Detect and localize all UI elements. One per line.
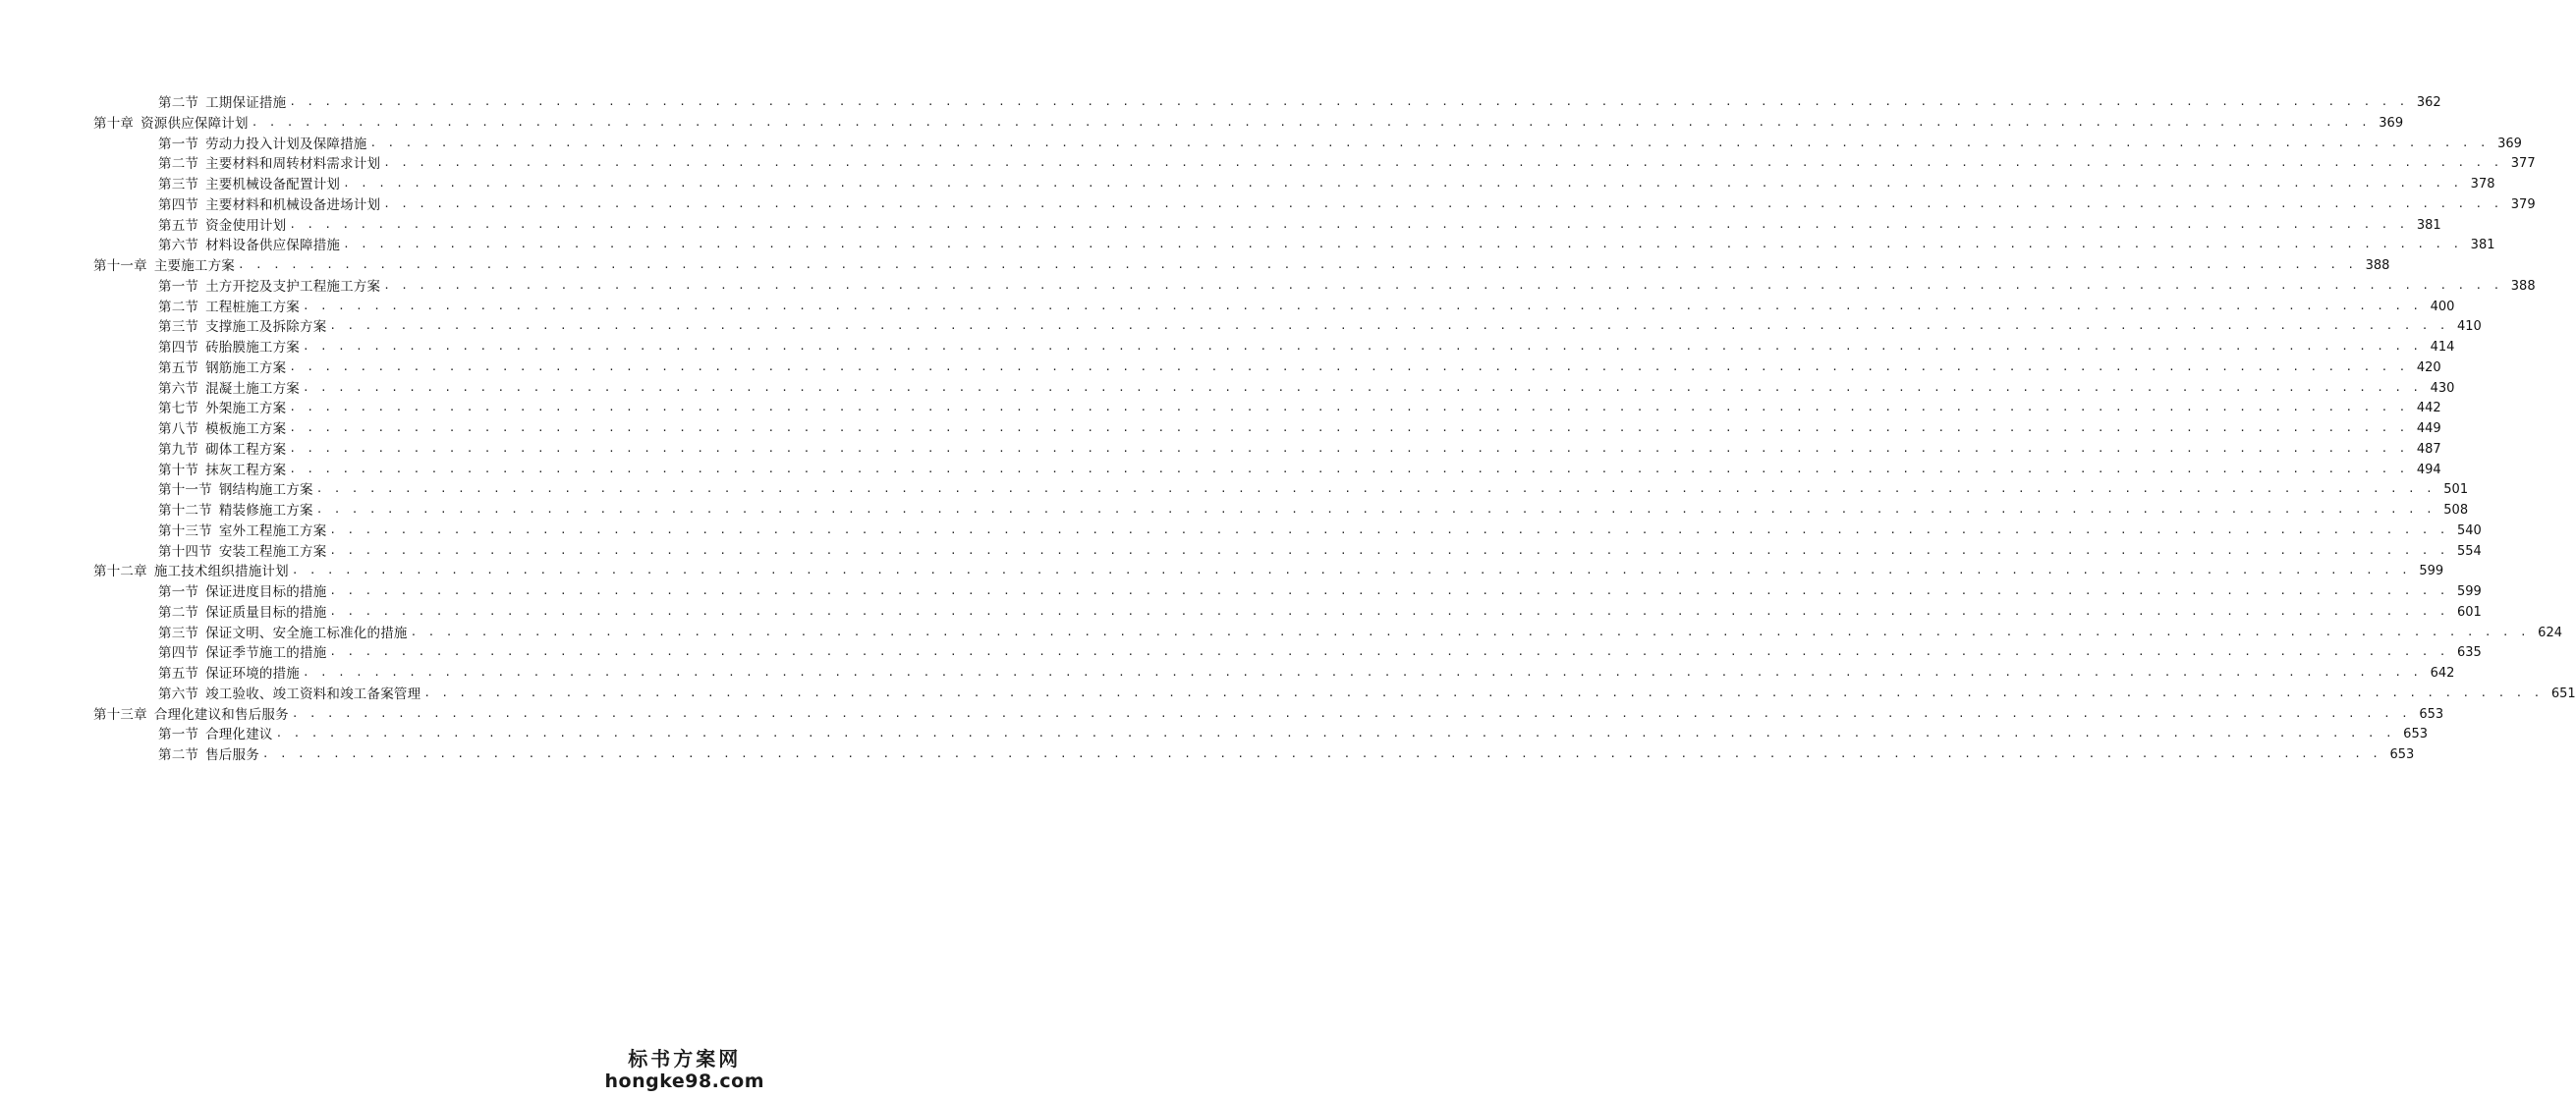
toc-entry-number: 第十四节: [158, 543, 212, 560]
toc-entry-title: 工程桩施工方案: [205, 299, 301, 315]
toc-entry-number: 第五节: [158, 666, 199, 682]
dot-leader: . . . . . . . . . . . . . . . . . . . . . . . . . . . . . . . . . . . . . . . . . . . . . . . . . . . . . . . . . . . . . . . . . . . . . . . . . . . . . . . . . . . . . . . . . . . . . . . . . . . . . . . . . . . . . . . . . . . . . . . .: [303, 340, 2422, 353]
dot-leader: . . . . . . . . . . . . . . . . . . . . . . . . . . . . . . . . . . . . . . . . . . . . . . . . . . . . . . . . . . . . . . . . . . . . . . . . . . . . . . . . . . . . . . . . . . . . . . . . . . . . . . . . . . . . . . . . . . . . . . . .: [289, 217, 2408, 231]
toc-entry-number: 第十节: [158, 462, 199, 478]
toc-entry-label: [93, 256, 235, 277]
toc-entry-number: 第三节: [158, 177, 199, 192]
toc-page-number: 381: [2470, 238, 2495, 253]
toc-entry-number: 第一节: [158, 727, 199, 743]
toc-entry-title: 保证季节施工的措施: [205, 645, 327, 662]
toc-entry-number: 第三节: [158, 625, 199, 641]
toc-page-number: 554: [2456, 543, 2482, 559]
toc-entry-title: 外架施工方案: [205, 401, 287, 417]
toc-page-number: 414: [2430, 340, 2455, 355]
toc-entry-label: [158, 419, 286, 440]
dot-leader: . . . . . . . . . . . . . . . . . . . . . . . . . . . . . . . . . . . . . . . . . . . . . . . . . . . . . . . . . . . . . . . . . . . . . . . . . . . . . . . . . . . . . . . . . . . . . . . . . . . . . . . . . . . . . . . . . . . . . . . .: [238, 258, 2357, 271]
toc-page-number: 369: [2379, 115, 2404, 131]
watermark-title: 标书方案网: [628, 1047, 742, 1071]
toc-entry-number: 第六节: [158, 380, 199, 397]
toc-section-row[interactable]: [0, 685, 2576, 705]
toc-entry-label: [93, 562, 289, 582]
toc-section-row[interactable]: [0, 195, 2536, 216]
toc-entry-title: 主要施工方案: [153, 258, 236, 274]
toc-page-number: 410: [2456, 319, 2482, 335]
toc-entry-number: 第五节: [158, 217, 199, 234]
toc-section-row[interactable]: [0, 135, 2522, 155]
toc-section-row[interactable]: [0, 379, 2455, 400]
dot-leader: . . . . . . . . . . . . . . . . . . . . . . . . . . . . . . . . . . . . . . . . . . . . . . . . . . . . . . . . . . . . . . . . . . . . . . . . . . . . . . . . . . . . . . . . . . . . . . . . . . . . . . . . . . . . . . . . . . . . . . . .: [291, 564, 2411, 577]
toc-section-row[interactable]: [0, 338, 2455, 358]
dot-leader: . . . . . . . . . . . . . . . . . . . . . . . . . . . . . . . . . . . . . . . . . . . . . . . . . . . . . . . . . . . . . . . . . . . . . . . . . . . . . . . . . . . . . . . . . . . . . . . . . . . . . . . . . . . . . . . . . . . . . . . .: [275, 727, 2394, 741]
toc-page-number: 642: [2430, 666, 2455, 681]
toc-chapter-row[interactable]: [0, 705, 2444, 726]
dot-leader: . . . . . . . . . . . . . . . . . . . . . . . . . . . . . . . . . . . . . . . . . . . . . . . . . . . . . . . . . . . . . . . . . . . . . . . . . . . . . . . . . . . . . . . . . . . . . . . . . . . . . . . . . . . . . . . . . . . . . . . .: [329, 604, 2448, 618]
toc-page-number: 388: [2510, 278, 2536, 294]
dot-leader: . . . . . . . . . . . . . . . . . . . . . . . . . . . . . . . . . . . . . . . . . . . . . . . . . . . . . . . . . . . . . . . . . . . . . . . . . . . . . . . . . . . . . . . . . . . . . . . . . . . . . . . . . . . . . . . . . . . . . . . .: [289, 441, 2408, 455]
toc-page-number: 430: [2430, 380, 2455, 396]
toc-section-row[interactable]: [0, 501, 2469, 522]
toc-page-number: 540: [2456, 522, 2482, 538]
toc-entry-title: 钢结构施工方案: [218, 482, 313, 499]
toc-entry-label: [158, 624, 408, 644]
toc-section-row[interactable]: [0, 664, 2455, 685]
toc-entry-label: [158, 664, 300, 685]
toc-entry-label: [158, 277, 380, 298]
toc-entry-label: [158, 522, 326, 542]
toc-page-number: 369: [2497, 136, 2522, 151]
toc-section-row[interactable]: [0, 624, 2562, 644]
toc-entry-number: 第十一节: [158, 482, 212, 499]
toc-entry-label: [93, 114, 249, 135]
toc-entry-label: [158, 440, 286, 461]
toc-entry-title: 资源供应保障计划: [140, 115, 249, 132]
toc-page-number: 651: [2550, 686, 2576, 701]
toc-page-number: 449: [2416, 421, 2441, 436]
dot-leader: . . . . . . . . . . . . . . . . . . . . . . . . . . . . . . . . . . . . . . . . . . . . . . . . . . . . . . . . . . . . . . . . . . . . . . . . . . . . . . . . . . . . . . . . . . . . . . . . . . . . . . . . . . . . . . . . . . . . . . . .: [315, 482, 2436, 496]
dot-leader: . . . . . . . . . . . . . . . . . . . . . . . . . . . . . . . . . . . . . . . . . . . . . . . . . . . . . . . . . . . . . . . . . . . . . . . . . . . . . . . . . . . . . . . . . . . . . . . . . . . . . . . . . . . . . . . . . . . . . . . .: [289, 462, 2408, 475]
dot-leader: . . . . . . . . . . . . . . . . . . . . . . . . . . . . . . . . . . . . . . . . . . . . . . . . . . . . . . . . . . . . . . . . . . . . . . . . . . . . . . . . . . . . . . . . . . . . . . . . . . . . . . . . . . . . . . . . . . . . . . . .: [343, 177, 2462, 190]
toc-entry-title: 支撑施工及拆除方案: [205, 319, 327, 336]
toc-page-number: 653: [2403, 727, 2428, 742]
dot-leader: . . . . . . . . . . . . . . . . . . . . . . . . . . . . . . . . . . . . . . . . . . . . . . . . . . . . . . . . . . . . . . . . . . . . . . . . . . . . . . . . . . . . . . . . . . . . . . . . . . . . . . . . . . . . . . . . . . . . . . . .: [289, 421, 2408, 434]
dot-leader: . . . . . . . . . . . . . . . . . . . . . . . . . . . . . . . . . . . . . . . . . . . . . . . . . . . . . . . . . . . . . . . . . . . . . . . . . . . . . . . . . . . . . . . . . . . . . . . . . . . . . . . . . . . . . . . . . . . . . . . .: [289, 401, 2408, 414]
toc-page-number: 442: [2416, 401, 2441, 416]
toc-entry-label: [158, 542, 326, 563]
dot-leader: . . . . . . . . . . . . . . . . . . . . . . . . . . . . . . . . . . . . . . . . . . . . . . . . . . . . . . . . . . . . . . . . . . . . . . . . . . . . . . . . . . . . . . . . . . . . . . . . . . . . . . . . . . . . . . . . . . . . . . . .: [369, 136, 2489, 149]
dot-leader: . . . . . . . . . . . . . . . . . . . . . . . . . . . . . . . . . . . . . . . . . . . . . . . . . . . . . . . . . . . . . . . . . . . . . . . . . . . . . . . . . . . . . . . . . . . . . . . . . . . . . . . . . . . . . . . . . . . . . . . .: [291, 706, 2411, 720]
toc-page-number: 388: [2365, 258, 2390, 273]
toc-entry-title: 材料设备供应保障措施: [205, 238, 341, 254]
toc-entry-title: 主要机械设备配置计划: [205, 177, 341, 192]
toc-section-row[interactable]: [0, 216, 2441, 237]
dot-leader: . . . . . . . . . . . . . . . . . . . . . . . . . . . . . . . . . . . . . . . . . . . . . . . . . . . . . . . . . . . . . . . . . . . . . . . . . . . . . . . . . . . . . . . . . . . . . . . . . . . . . . . . . . . . . . . . . . . . . . . .: [329, 522, 2448, 536]
toc-entry-number: 第十二节: [158, 503, 212, 519]
toc-entry-title: 竣工验收、竣工资料和竣工备案管理: [205, 686, 421, 702]
toc-page-number: 601: [2456, 604, 2482, 620]
toc-entry-label: [158, 338, 300, 358]
toc-entry-label: [158, 379, 300, 400]
toc-page-number: 400: [2430, 299, 2455, 314]
dot-leader: . . . . . . . . . . . . . . . . . . . . . . . . . . . . . . . . . . . . . . . . . . . . . . . . . . . . . . . . . . . . . . . . . . . . . . . . . . . . . . . . . . . . . . . . . . . . . . . . . . . . . . . . . . . . . . . . . . . . . . . .: [329, 584, 2448, 597]
toc-entry-title: 砌体工程方案: [205, 441, 287, 458]
toc-entry-title: 工期保证措施: [205, 95, 287, 111]
toc-entry-number: 第二节: [158, 156, 199, 173]
toc-section-row[interactable]: [0, 461, 2441, 481]
toc-page-number: 420: [2416, 359, 2441, 375]
toc-entry-label: [158, 236, 340, 256]
toc-entry-number: 第九节: [158, 441, 199, 458]
toc-page-number: 624: [2538, 625, 2562, 640]
toc-section-row[interactable]: [0, 154, 2536, 175]
toc-section-row[interactable]: [0, 236, 2495, 256]
toc-entry-title: 精装修施工方案: [218, 503, 313, 519]
toc-entry-title: 保证进度目标的措施: [205, 584, 327, 600]
dot-leader: . . . . . . . . . . . . . . . . . . . . . . . . . . . . . . . . . . . . . . . . . . . . . . . . . . . . . . . . . . . . . . . . . . . . . . . . . . . . . . . . . . . . . . . . . . . . . . . . . . . . . . . . . . . . . . . . . . . . . . . .: [315, 503, 2436, 516]
toc-entry-number: 第十一章: [93, 258, 147, 274]
dot-leader: . . . . . . . . . . . . . . . . . . . . . . . . . . . . . . . . . . . . . . . . . . . . . . . . . . . . . . . . . . . . . . . . . . . . . . . . . . . . . . . . . . . . . . . . . . . . . . . . . . . . . . . . . . . . . . . . . . . . . . . .: [423, 686, 2543, 699]
toc-entry-title: 室外工程施工方案: [218, 522, 327, 539]
toc-entry-label: [158, 93, 286, 114]
toc-entry-title: 合理化建议和售后服务: [153, 706, 289, 723]
toc-page-number: 379: [2510, 196, 2536, 212]
toc-entry-number: 第二节: [158, 604, 199, 621]
toc-entry-label: [158, 358, 286, 379]
toc-entry-title: 合理化建议: [205, 727, 273, 743]
dot-leader: . . . . . . . . . . . . . . . . . . . . . . . . . . . . . . . . . . . . . . . . . . . . . . . . . . . . . . . . . . . . . . . . . . . . . . . . . . . . . . . . . . . . . . . . . . . . . . . . . . . . . . . . . . . . . . . . . . . . . . . .: [343, 238, 2462, 251]
toc-section-row[interactable]: [0, 399, 2441, 419]
toc-page-number: 653: [2389, 747, 2415, 762]
toc-section-row[interactable]: [0, 480, 2469, 501]
toc-chapter-row[interactable]: [0, 562, 2444, 582]
toc-entry-title: 施工技术组织措施计划: [153, 564, 289, 580]
toc-section-row[interactable]: [0, 298, 2455, 318]
toc-entry-label: [158, 745, 259, 766]
toc-page-number: 501: [2443, 482, 2469, 498]
dot-leader: . . . . . . . . . . . . . . . . . . . . . . . . . . . . . . . . . . . . . . . . . . . . . . . . . . . . . . . . . . . . . . . . . . . . . . . . . . . . . . . . . . . . . . . . . . . . . . . . . . . . . . . . . . . . . . . . . . . . . . . .: [303, 666, 2422, 679]
dot-leader: . . . . . . . . . . . . . . . . . . . . . . . . . . . . . . . . . . . . . . . . . . . . . . . . . . . . . . . . . . . . . . . . . . . . . . . . . . . . . . . . . . . . . . . . . . . . . . . . . . . . . . . . . . . . . . . . . . . . . . . .: [383, 278, 2502, 292]
toc-entry-number: 第二节: [158, 747, 199, 763]
dot-leader: . . . . . . . . . . . . . . . . . . . . . . . . . . . . . . . . . . . . . . . . . . . . . . . . . . . . . . . . . . . . . . . . . . . . . . . . . . . . . . . . . . . . . . . . . . . . . . . . . . . . . . . . . . . . . . . . . . . . . . . .: [329, 543, 2448, 557]
toc-entry-label: [158, 216, 286, 237]
toc-entry-title: 主要材料和机械设备进场计划: [205, 196, 381, 213]
toc-section-row[interactable]: [0, 277, 2536, 298]
dot-leader: . . . . . . . . . . . . . . . . . . . . . . . . . . . . . . . . . . . . . . . . . . . . . . . . . . . . . . . . . . . . . . . . . . . . . . . . . . . . . . . . . . . . . . . . . . . . . . . . . . . . . . . . . . . . . . . . . . . . . . . .: [329, 645, 2448, 659]
toc-entry-number: 第一节: [158, 278, 199, 295]
toc-entry-number: 第十章: [93, 115, 135, 132]
dot-leader: . . . . . . . . . . . . . . . . . . . . . . . . . . . . . . . . . . . . . . . . . . . . . . . . . . . . . . . . . . . . . . . . . . . . . . . . . . . . . . . . . . . . . . . . . . . . . . . . . . . . . . . . . . . . . . . . . . . . . . . .: [383, 196, 2502, 210]
toc-entry-label: [158, 195, 380, 216]
toc-entry-title: 土方开挖及支护工程施工方案: [205, 278, 381, 295]
watermark-url: hongke98.com: [604, 1071, 764, 1092]
toc-entry-number: 第二节: [158, 299, 199, 315]
toc-entry-label: [158, 501, 313, 522]
toc-entry-title: 砖胎膜施工方案: [205, 340, 301, 356]
toc-entry-label: [158, 582, 326, 603]
toc-entry-label: [158, 154, 380, 175]
toc-entry-number: 第八节: [158, 421, 199, 437]
toc-section-row[interactable]: [0, 603, 2482, 624]
toc-entry-title: 抹灰工程方案: [205, 462, 287, 478]
toc-section-row[interactable]: [0, 317, 2482, 338]
toc-entry-number: 第三节: [158, 319, 199, 336]
dot-leader: . . . . . . . . . . . . . . . . . . . . . . . . . . . . . . . . . . . . . . . . . . . . . . . . . . . . . . . . . . . . . . . . . . . . . . . . . . . . . . . . . . . . . . . . . . . . . . . . . . . . . . . . . . . . . . . . . . . . . . . .: [289, 95, 2408, 108]
toc-section-row[interactable]: [0, 542, 2482, 563]
toc-entry-label: [158, 480, 313, 501]
toc-entry-title: 劳动力投入计划及保障措施: [205, 136, 367, 152]
toc-entry-number: 第一节: [158, 584, 199, 600]
toc-entry-number: 第十三节: [158, 522, 212, 539]
toc-entry-label: [158, 175, 340, 195]
toc-entry-number: 第十三章: [93, 706, 147, 723]
toc-section-row[interactable]: [0, 175, 2495, 195]
toc-entry-number: 第四节: [158, 196, 199, 213]
toc-page-number: 599: [2419, 564, 2444, 579]
toc-section-row[interactable]: [0, 582, 2482, 603]
toc-page-number: 653: [2419, 706, 2444, 722]
toc-page-number: 599: [2456, 584, 2482, 599]
toc-entry-number: 第六节: [158, 686, 199, 702]
toc-entry-number: 第五节: [158, 359, 199, 376]
toc-entry-number: 第七节: [158, 401, 199, 417]
toc-entry-title: 保证环境的措施: [205, 666, 301, 682]
dot-leader: . . . . . . . . . . . . . . . . . . . . . . . . . . . . . . . . . . . . . . . . . . . . . . . . . . . . . . . . . . . . . . . . . . . . . . . . . . . . . . . . . . . . . . . . . . . . . . . . . . . . . . . . . . . . . . . . . . . . . . . .: [383, 156, 2502, 170]
toc-page-number: 508: [2443, 503, 2469, 518]
toc-entry-label: [158, 685, 420, 705]
toc-entry-label: [158, 643, 326, 664]
toc-entry-title: 混凝土施工方案: [205, 380, 301, 397]
toc-page-number: 494: [2416, 462, 2441, 477]
toc-entry-label: [158, 135, 367, 155]
toc-entry-label: [158, 725, 273, 745]
toc-entry-number: 第四节: [158, 645, 199, 662]
dot-leader: . . . . . . . . . . . . . . . . . . . . . . . . . . . . . . . . . . . . . . . . . . . . . . . . . . . . . . . . . . . . . . . . . . . . . . . . . . . . . . . . . . . . . . . . . . . . . . . . . . . . . . . . . . . . . . . . . . . . . . . .: [303, 380, 2422, 394]
toc-entry-label: [158, 399, 286, 419]
toc-chapter-row[interactable]: [0, 256, 2390, 277]
toc-entry-title: 安装工程施工方案: [218, 543, 327, 560]
toc-section-row[interactable]: [0, 419, 2441, 440]
toc-page-number: 377: [2510, 156, 2536, 172]
toc-entry-number: 第六节: [158, 238, 199, 254]
toc-entry-number: 第一节: [158, 136, 199, 152]
toc-entry-label: [158, 461, 286, 481]
toc-entry-label: [158, 317, 326, 338]
toc-page-number: 378: [2470, 177, 2495, 192]
toc-section-row[interactable]: [0, 358, 2441, 379]
dot-leader: . . . . . . . . . . . . . . . . . . . . . . . . . . . . . . . . . . . . . . . . . . . . . . . . . . . . . . . . . . . . . . . . . . . . . . . . . . . . . . . . . . . . . . . . . . . . . . . . . . . . . . . . . . . . . . . . . . . . . . . .: [289, 359, 2408, 373]
toc-entry-number: 第十二章: [93, 564, 147, 580]
dot-leader: . . . . . . . . . . . . . . . . . . . . . . . . . . . . . . . . . . . . . . . . . . . . . . . . . . . . . . . . . . . . . . . . . . . . . . . . . . . . . . . . . . . . . . . . . . . . . . . . . . . . . . . . . . . . . . . . . . . . . . . .: [251, 115, 2371, 129]
toc-section-row[interactable]: [0, 93, 2441, 114]
toc-entry-title: 保证文明、安全施工标准化的措施: [205, 625, 408, 641]
dot-leader: . . . . . . . . . . . . . . . . . . . . . . . . . . . . . . . . . . . . . . . . . . . . . . . . . . . . . . . . . . . . . . . . . . . . . . . . . . . . . . . . . . . . . . . . . . . . . . . . . . . . . . . . . . . . . . . . . . . . . . . .: [303, 299, 2422, 312]
toc-entry-number: 第四节: [158, 340, 199, 356]
dot-leader: . . . . . . . . . . . . . . . . . . . . . . . . . . . . . . . . . . . . . . . . . . . . . . . . . . . . . . . . . . . . . . . . . . . . . . . . . . . . . . . . . . . . . . . . . . . . . . . . . . . . . . . . . . . . . . . . . . . . . . . .: [410, 625, 2529, 638]
toc-page-number: 362: [2416, 95, 2441, 110]
toc-entry-title: 主要材料和周转材料需求计划: [205, 156, 381, 173]
watermark-logo: [605, 1047, 765, 1092]
toc-chapter-row[interactable]: [0, 114, 2404, 135]
toc-entry-label: [93, 705, 289, 726]
toc-page-number: 635: [2456, 645, 2482, 661]
dot-leader: . . . . . . . . . . . . . . . . . . . . . . . . . . . . . . . . . . . . . . . . . . . . . . . . . . . . . . . . . . . . . . . . . . . . . . . . . . . . . . . . . . . . . . . . . . . . . . . . . . . . . . . . . . . . . . . . . . . . . . . .: [261, 747, 2381, 760]
toc-entry-title: 保证质量目标的措施: [205, 604, 327, 621]
toc-section-row[interactable]: [0, 643, 2482, 664]
toc-entry-label: [158, 603, 326, 624]
table-of-contents: [0, 93, 2576, 766]
toc-page-number: 381: [2416, 217, 2441, 233]
toc-page-number: 487: [2416, 441, 2441, 457]
toc-entry-title: 售后服务: [205, 747, 259, 763]
dot-leader: . . . . . . . . . . . . . . . . . . . . . . . . . . . . . . . . . . . . . . . . . . . . . . . . . . . . . . . . . . . . . . . . . . . . . . . . . . . . . . . . . . . . . . . . . . . . . . . . . . . . . . . . . . . . . . . . . . . . . . . .: [329, 319, 2448, 333]
toc-section-row[interactable]: [0, 522, 2482, 542]
toc-section-row[interactable]: [0, 745, 2415, 766]
toc-entry-title: 钢筋施工方案: [205, 359, 287, 376]
toc-entry-title: 模板施工方案: [205, 421, 287, 437]
toc-entry-label: [158, 298, 300, 318]
toc-section-row[interactable]: [0, 725, 2428, 745]
toc-entry-number: 第二节: [158, 95, 199, 111]
toc-section-row[interactable]: [0, 440, 2441, 461]
toc-entry-title: 资金使用计划: [205, 217, 287, 234]
